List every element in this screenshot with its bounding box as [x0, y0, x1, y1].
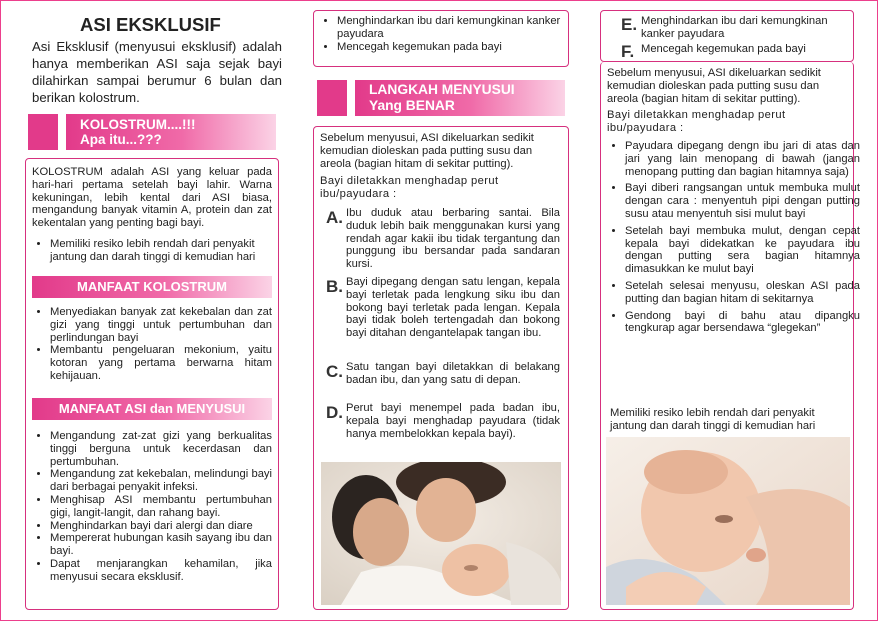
steps-intro-2: Bayi diletakkan menghadap perut ibu/payudara : — [607, 109, 786, 134]
manfaat-kolostrum-header: MANFAAT KOLOSTRUM — [32, 276, 272, 298]
manfaat-asi-header: MANFAAT ASI dan MENYUSUI — [32, 398, 272, 420]
steps-intro: Sebelum menyusui, ASI dikeluarkan sedikit kemudian dioleskan pada putting susu dan areola (bagian hitam di sekitar putting). — [607, 67, 821, 105]
step-letter-b: B. — [326, 277, 343, 296]
breastfeeding-photo — [606, 437, 850, 605]
list-item: • Menghindarkan bayi dari alergi dan diare — [50, 520, 272, 533]
langkah-intro: Sebelum menyusui, ASI dikeluarkan sedikit kemudian dioleskan pada putting susu dan areola (bagian hitam di sekitar putting). — [320, 132, 534, 170]
manfaat-asi-list — [32, 430, 272, 584]
list-item: • Dapat menjarangkan kehamilan, jika menyusui secara eksklusif. — [50, 558, 272, 584]
kolostrum-text: KOLOSTRUM adalah ASI yang keluar pada hari-hari pertama setelah bayi lahir. Warna kekuningan, lebih kental dari ASI biasa, mengandung banyak vitamin A, protein dan zat kekentalan yang penting bagi bayi. — [32, 166, 272, 230]
item-text-f: Mencegah kegemukan pada bayi — [641, 43, 806, 55]
top-bullets-list — [319, 15, 577, 53]
list-item: • Mengandung zat-zat gizi yang berkualitas tinggi berguna untuk kecerdasan dan pertumbuhan. — [50, 430, 272, 468]
manfaat-kolostrum-list — [32, 306, 272, 383]
list-item: • Menyediakan banyak zat kekebalan dan zat gizi yang tinggi untuk pertumbuhan dan perlindungan bayi — [50, 306, 272, 344]
langkah-intro-2: Bayi diletakkan menghadap perut ibu/payudara : — [320, 175, 499, 200]
step-text-c: Satu tangan bayi diletakkan di belakang badan ibu, dan yang satu di depan. — [346, 361, 560, 386]
langkah-marker — [317, 80, 347, 116]
step-text-d: Perut bayi menempel pada badan ibu, kepala bayi menghadap payudara (tidak hanya membelokkan kepala bayi). — [346, 402, 560, 440]
kolostrum-header-line1: KOLOSTRUM....!!! — [80, 117, 196, 132]
mother-baby-photo — [321, 462, 561, 605]
kolostrum-marker — [28, 114, 58, 150]
step-letter-d: D. — [326, 403, 343, 422]
list-item: • Setelah selesai menyusu, oleskan ASI pada putting dan bagian hitam di sekitarnya — [625, 280, 860, 306]
step-text-a: Ibu duduk atau berbaring santai. Bila duduk lebih baik menggunakan kursi yang rendah agar kakii ibu tidak tergantung dan punggung ibu bersandar pada sandaran kursi. — [346, 207, 560, 271]
list-item: • Mempererat hubungan kasih sayang ibu dan bayi. — [50, 532, 272, 558]
list-item: • Mencegah kegemukan pada bayi — [337, 41, 577, 54]
list-item: • Payudara dipegang dengn ibu jari di atas dan jari yang lain menopang di bawah (jangan menopang putting dan bagian hitamnya saja) — [625, 140, 860, 178]
kolostrum-header — [66, 114, 276, 150]
steps-list — [607, 140, 860, 335]
list-item: • Mengandung zat kekebalan, melindungi bayi dari berbagai penyakit infeksi. — [50, 468, 272, 494]
item-letter-f: F. — [621, 42, 635, 61]
list-item: • Setelah bayi membuka mulut, dengan cepat kepala bayi didekatkan ke payudara ibu dengan putting sera bagian hitamnya dimasukkan ke mulut bayi — [625, 225, 860, 276]
item-letter-e: E. — [621, 15, 638, 34]
list-item: • Bayi diberi rangsangan untuk membuka mulut dengan cara : menyentuh pipi dengan putting susu atau menyentuh sisi mulut bayi — [625, 182, 860, 220]
list-item: • Gendong bayi di bahu atau dipangku tengkurap agar bersendawa “glegekan” — [625, 310, 860, 336]
step-text-b: Bayi dipegang dengan satu lengan, kepala bayi terletak pada lengkung siku ibu dan bokong bayi terletak pada lengan. Kepala bayi tidak boleh tertengadah dan bokong bayi ditahan dengantelapak tangan ibu. — [346, 276, 560, 340]
langkah-header-line1: LANGKAH MENYUSUI — [369, 82, 515, 97]
intro-text: Asi Eksklusif (menyusui eksklusif) adalah hanya memberikan ASI saja sejak bayi dilahirkan sampai berumur 6 bulan dan berikan kolostrum. — [32, 39, 282, 105]
item-text-e: Menghindarkan ibu dari kemungkinan kanker payudara — [641, 15, 828, 40]
step-letter-a: A. — [326, 208, 343, 227]
list-item: • Membantu pengeluaran mekonium, yaitu kotoran yang pertama berwarna hitam kehijauan. — [50, 344, 272, 382]
main-title: ASI EKSKLUSIF — [80, 14, 221, 35]
closing-text: Memiliki resiko lebih rendah dari penyakit jantung dan darah tinggi di kemudian hari — [610, 407, 816, 432]
langkah-header-line2: Yang BENAR — [369, 98, 455, 113]
list-item: • Menghisap ASI membantu pertumbuhan gigi, langit-langit, dan rahang bayi. — [50, 494, 272, 520]
kolostrum-bullet: • Memiliki resiko lebih rendah dari penyakit jantung dan darah tinggi di kemudian hari — [50, 238, 272, 264]
step-letter-c: C. — [326, 362, 343, 381]
list-item: • Menghindarkan ibu dari kemungkinan kanker payudara — [337, 15, 577, 41]
langkah-header — [355, 80, 565, 116]
kolostrum-bullet-list — [32, 238, 272, 264]
kolostrum-header-line2: Apa itu...??? — [80, 132, 162, 147]
